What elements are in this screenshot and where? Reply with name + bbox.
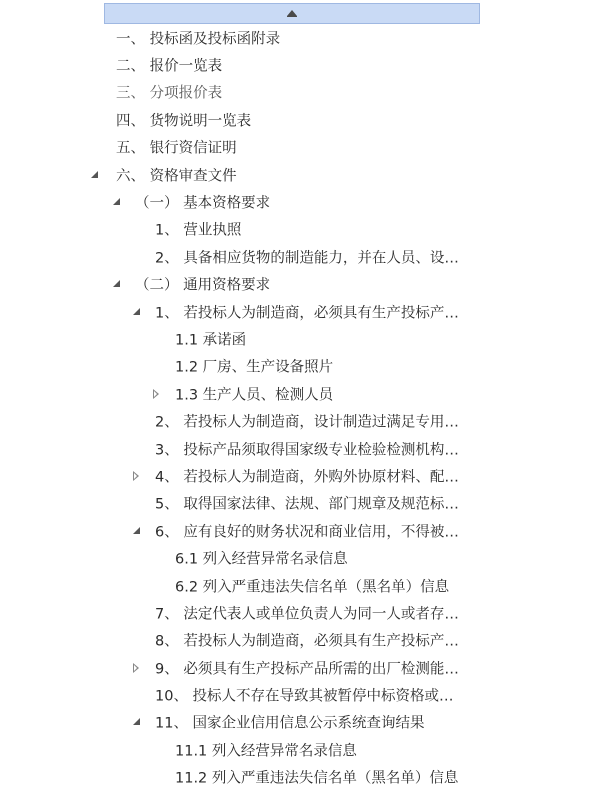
collapse-up-icon: [287, 10, 297, 16]
tree-item[interactable]: [0, 353, 600, 380]
tree-item[interactable]: [0, 462, 600, 489]
tree-item[interactable]: [0, 764, 600, 791]
collapse-all-button[interactable]: [104, 3, 480, 24]
collapsed-arrow-icon[interactable]: [152, 389, 162, 399]
tree-item[interactable]: [0, 243, 600, 270]
collapsed-arrow-icon[interactable]: [132, 663, 142, 673]
tree-item-label: 1.3 生产人员、检测人员: [175, 387, 334, 404]
tree-item[interactable]: [0, 709, 600, 736]
tree-item-label: 1.2 厂房、生产设备照片: [175, 359, 334, 376]
tree-item[interactable]: [0, 490, 600, 517]
tree-item[interactable]: [0, 572, 600, 599]
tree-item[interactable]: [0, 435, 600, 462]
collapsed-arrow-icon[interactable]: [132, 471, 142, 481]
tree-item-label: 六、 资格审查文件: [116, 168, 237, 185]
tree-item[interactable]: [0, 654, 600, 681]
tree-item-label: （二） 通用资格要求: [135, 277, 271, 294]
tree-item-label: 2、 具备相应货物的制造能力，并在人员、设…: [155, 250, 459, 267]
tree-item-label: 四、 货物说明一览表: [116, 113, 252, 130]
tree-item[interactable]: [0, 134, 600, 161]
tree-item-label: 1、 营业执照: [155, 222, 242, 239]
tree-item-label: 11.1 列入经营异常名录信息: [175, 743, 357, 760]
expanded-arrow-icon[interactable]: [90, 170, 100, 180]
tree-item-label: 一、 投标函及投标函附录: [116, 31, 281, 48]
tree-item[interactable]: [0, 24, 600, 51]
tree-item[interactable]: [0, 407, 600, 434]
tree-item-label: 11.2 列入严重违法失信名单（黑名单）信息: [175, 770, 459, 787]
tree-item[interactable]: [0, 380, 600, 407]
tree-item[interactable]: [0, 161, 600, 188]
expanded-arrow-icon[interactable]: [112, 279, 122, 289]
tree-item-label: 3、 投标产品须取得国家级专业检验检测机构…: [155, 442, 459, 459]
tree-item[interactable]: [0, 544, 600, 571]
tree-item-label: 11、 国家企业信用信息公示系统查询结果: [155, 715, 425, 732]
tree-item[interactable]: [0, 106, 600, 133]
tree-item[interactable]: [0, 627, 600, 654]
tree-item-label: 8、 若投标人为制造商，必须具有生产投标产…: [155, 633, 459, 650]
expanded-arrow-icon[interactable]: [132, 307, 142, 317]
tree-item-label: 三、 分项报价表: [116, 85, 223, 102]
tree-item[interactable]: [0, 298, 600, 325]
tree-item-label: 4、 若投标人为制造商，外购外协原材料、配…: [155, 469, 459, 486]
tree-item-label: 7、 法定代表人或单位负责人为同一人或者存…: [155, 606, 459, 623]
tree-item[interactable]: [0, 681, 600, 708]
tree-item[interactable]: [0, 271, 600, 298]
tree-item[interactable]: [0, 51, 600, 78]
tree-item-label: 10、 投标人不存在导致其被暂停中标资格或…: [155, 688, 454, 705]
tree-item-label: 5、 取得国家法律、法规、部门规章及规范标…: [155, 496, 459, 513]
expanded-arrow-icon[interactable]: [112, 197, 122, 207]
expanded-arrow-icon[interactable]: [132, 717, 142, 727]
tree-item-label: 6.2 列入严重违法失信名单（黑名单）信息: [175, 579, 450, 595]
tree-item[interactable]: [0, 325, 600, 352]
tree-item[interactable]: [0, 736, 600, 763]
tree-item-label: 五、 银行资信证明: [116, 140, 237, 157]
tree-item-label: 6、 应有良好的财务状况和商业信用，不得被…: [155, 524, 459, 541]
tree-item-label: 2、 若投标人为制造商，设计制造过满足专用…: [155, 414, 459, 431]
tree-item[interactable]: [0, 599, 600, 626]
tree-item-label: 1、 若投标人为制造商，必须具有生产投标产…: [155, 305, 459, 322]
expanded-arrow-icon[interactable]: [132, 526, 142, 536]
tree-item-label: 6.1 列入经营异常名录信息: [175, 551, 348, 568]
outline-tree: [0, 24, 600, 791]
tree-item-label: 9、 必须具有生产投标产品所需的出厂检测能…: [155, 661, 459, 678]
tree-item[interactable]: [0, 216, 600, 243]
tree-item-label: 1.1 承诺函: [175, 332, 247, 349]
tree-item[interactable]: [0, 188, 600, 215]
tree-item-label: 二、 报价一览表: [116, 58, 223, 75]
tree-item[interactable]: [0, 517, 600, 544]
tree-item-label: （一） 基本资格要求: [135, 195, 271, 212]
tree-item[interactable]: [0, 79, 600, 106]
